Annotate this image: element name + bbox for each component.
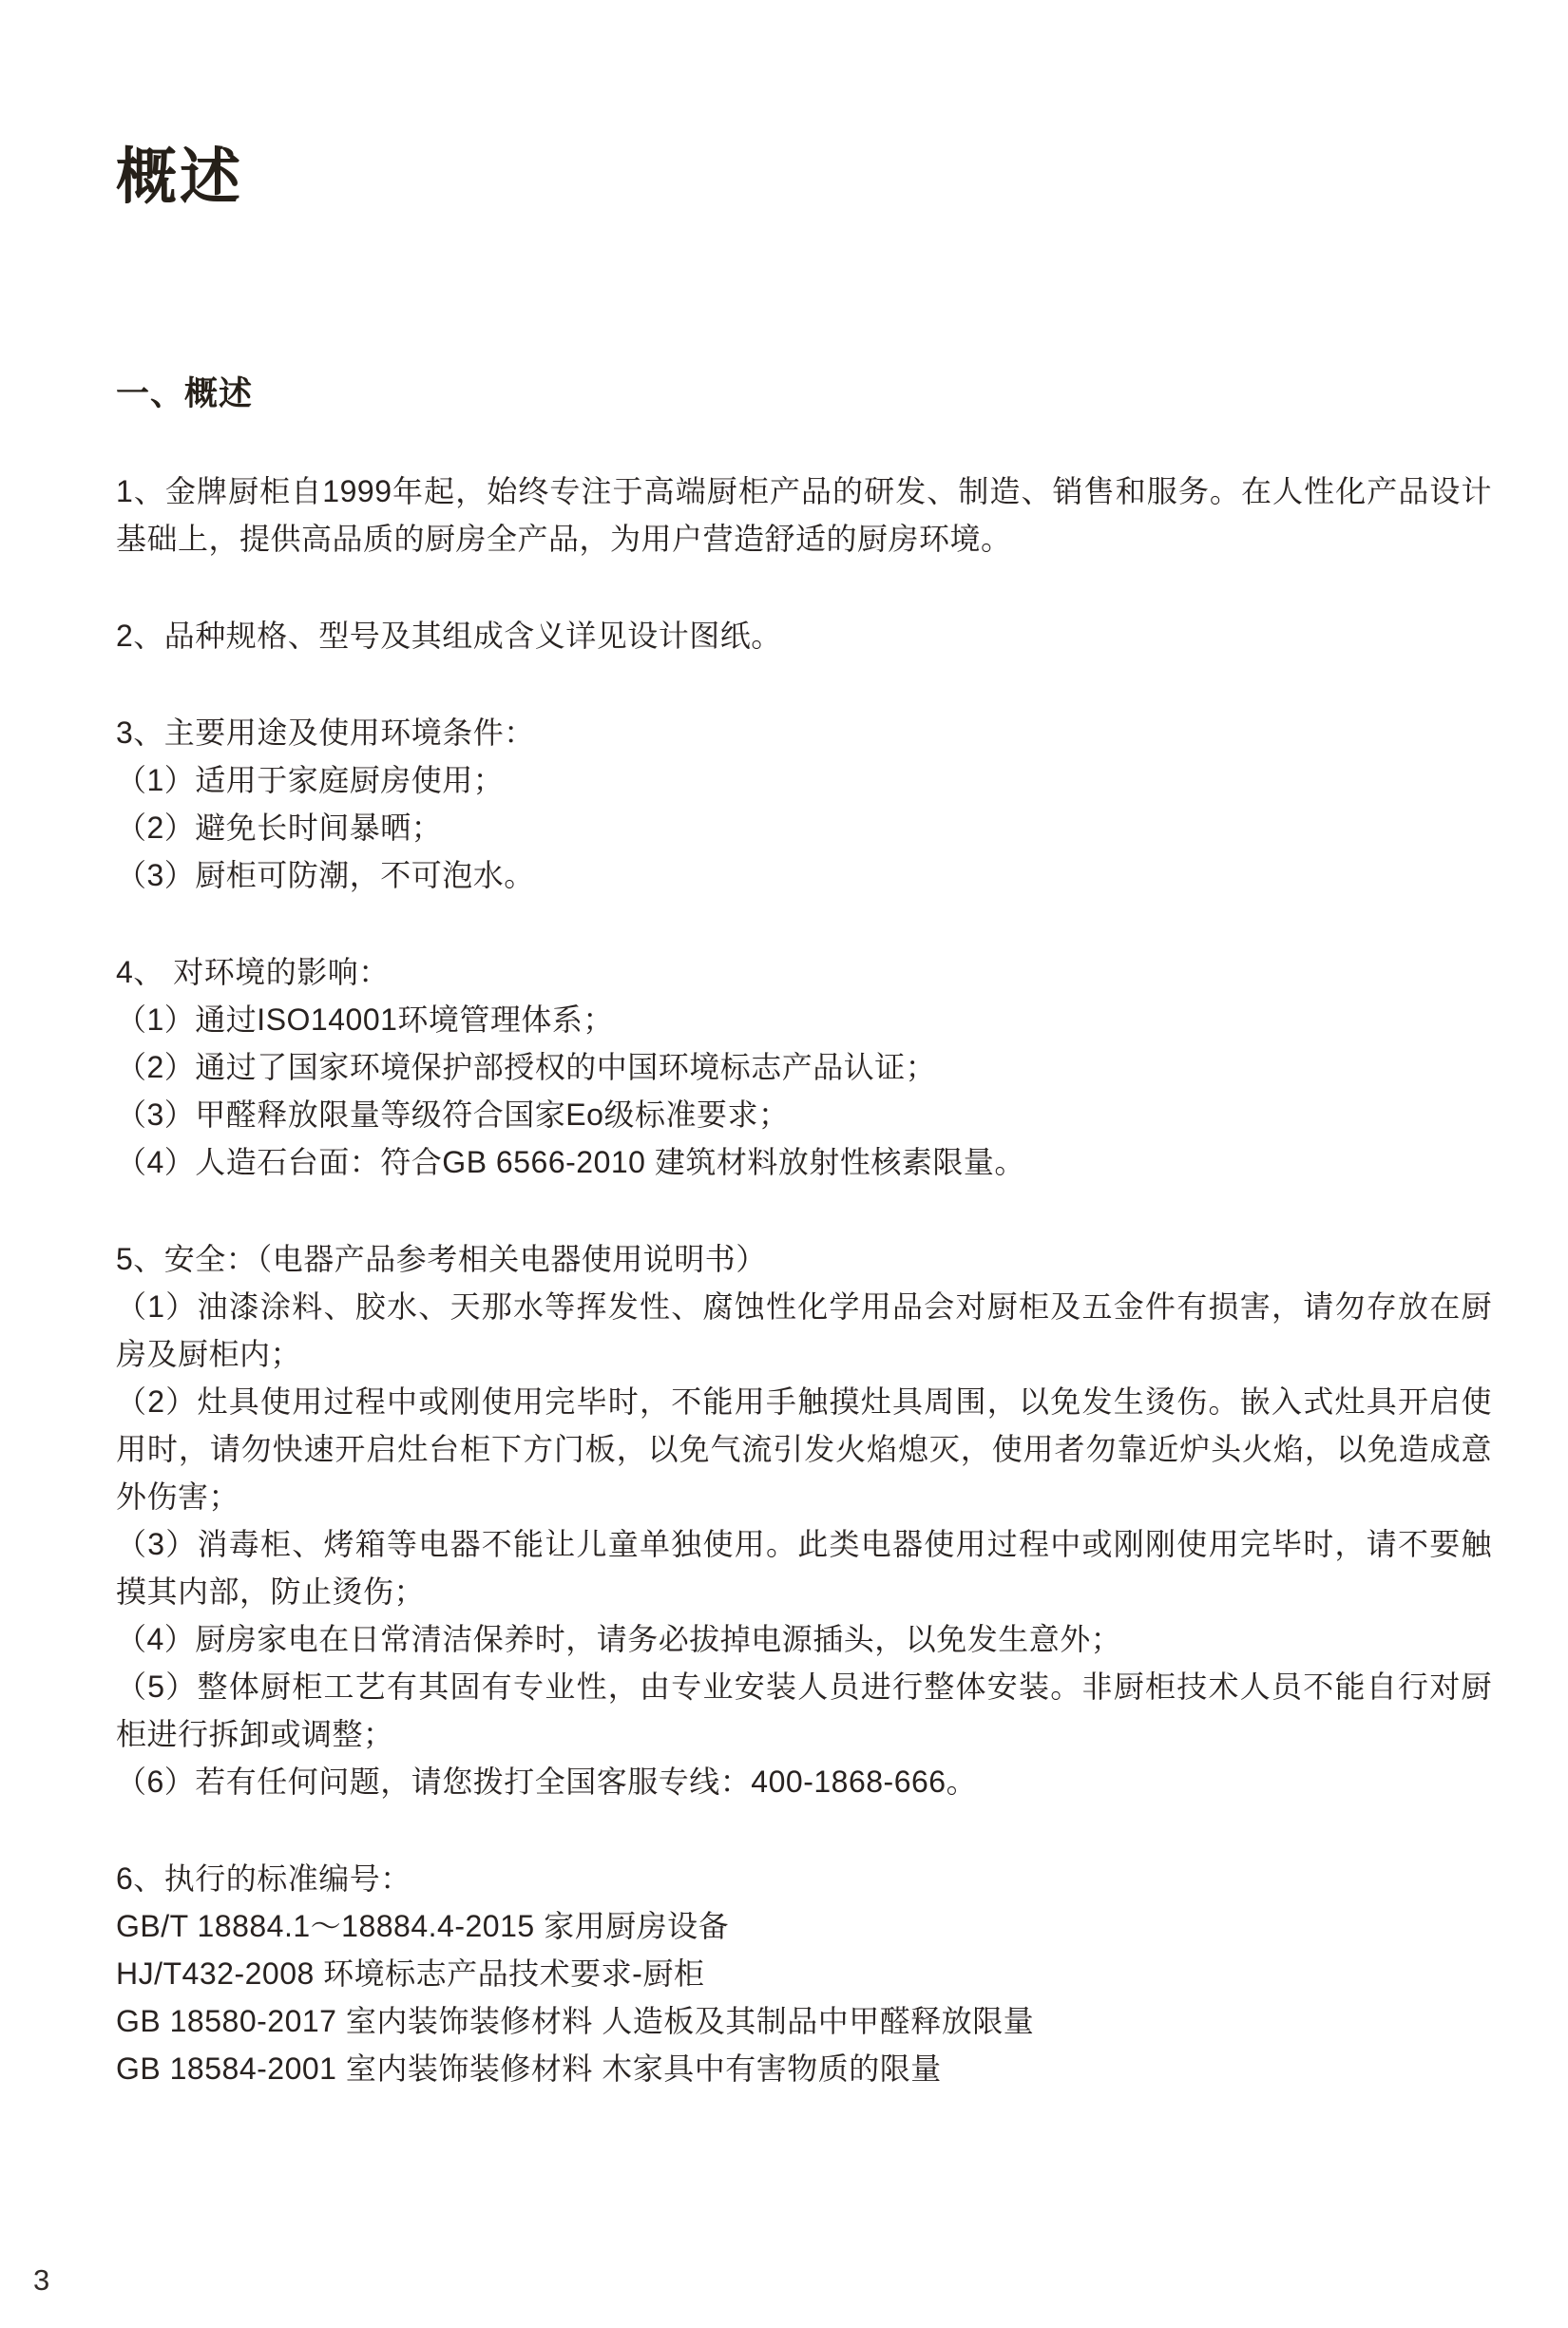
list-item: （5）整体厨柜工艺有其固有专业性，由专业安装人员进行整体安装。非厨柜技术人员不能自行对厨柜进行拆卸或调整； xyxy=(116,1670,1492,1751)
standard-line: HJ/T432-2008 环境标志产品技术要求-厨柜 xyxy=(116,1956,705,1991)
list-item: （1）适用于家庭厨房使用； xyxy=(116,763,505,797)
section-environment-impact xyxy=(116,948,1492,1186)
standard-line: GB 18580-2017 室内装饰装修材料 人造板及其制品中甲醛释放限量 xyxy=(116,2004,1035,2038)
section-environment-heading: 4、 对环境的影响： xyxy=(116,955,390,989)
page-content xyxy=(116,0,1492,2092)
list-item: （2）通过了国家环境保护部授权的中国环境标志产品认证； xyxy=(116,1050,937,1084)
list-item: （3）消毒柜、烤箱等电器不能让儿童单独使用。此类电器使用过程中或刚刚使用完毕时，请不要触摸其内部，防止烫伤； xyxy=(116,1527,1492,1609)
list-item: （1）油漆涂料、胶水、天那水等挥发性、腐蚀性化学用品会对厨柜及五金件有损害，请勿存放在厨房及厨柜内； xyxy=(116,1289,1492,1371)
list-item: （2）避免长时间暴晒； xyxy=(116,811,443,845)
page-number: 3 xyxy=(33,2263,50,2297)
section-standards xyxy=(116,1855,1492,2092)
standard-line: GB 18584-2001 室内装饰装修材料 木家具中有害物质的限量 xyxy=(116,2051,942,2086)
section-usage-heading: 3、主要用途及使用环境条件： xyxy=(116,716,535,750)
section-heading-overview: 一、概述 xyxy=(116,375,254,412)
list-item: （3）甲醛释放限量等级符合国家Eo级标准要求； xyxy=(116,1097,790,1132)
paragraph-company-intro: 1、金牌厨柜自1999年起，始终专注于高端厨柜产品的研发、制造、销售和服务。在人性化产品设计基础上，提供高品质的厨房全产品，为用户营造舒适的厨房环境。 xyxy=(116,474,1492,556)
section-standards-heading: 6、执行的标准编号： xyxy=(116,1861,411,1896)
list-item: （1）通过ISO14001环境管理体系； xyxy=(116,1002,614,1037)
list-item: （4）人造石台面：符合GB 6566-2010 建筑材料放射性核素限量。 xyxy=(116,1145,1025,1179)
section-safety xyxy=(116,1235,1492,1805)
section-usage-conditions xyxy=(116,709,1492,899)
list-item: （3）厨柜可防潮，不可泡水。 xyxy=(116,858,535,892)
standard-line: GB/T 18884.1～18884.4-2015 家用厨房设备 xyxy=(116,1909,730,1943)
paragraph-specifications: 2、品种规格、型号及其组成含义详见设计图纸。 xyxy=(116,619,782,653)
page-title: 概述 xyxy=(116,143,243,211)
list-item: （2）灶具使用过程中或刚使用完毕时，不能用手触摸灶具周围，以免发生烫伤。嵌入式灶具开启使用时，请勿快速开启灶台柜下方门板，以免气流引发火焰熄灭，使用者勿靠近炉头火焰，以免造成意外伤害； xyxy=(116,1384,1492,1514)
section-safety-heading: 5、安全：（电器产品参考相关电器使用说明书） xyxy=(116,1242,767,1276)
list-item: （6）若有任何问题，请您拨打全国客服专线：400-1868-666。 xyxy=(116,1765,978,1799)
list-item: （4）厨房家电在日常清洁保养时，请务必拔掉电源插头，以免发生意外； xyxy=(116,1622,1122,1656)
